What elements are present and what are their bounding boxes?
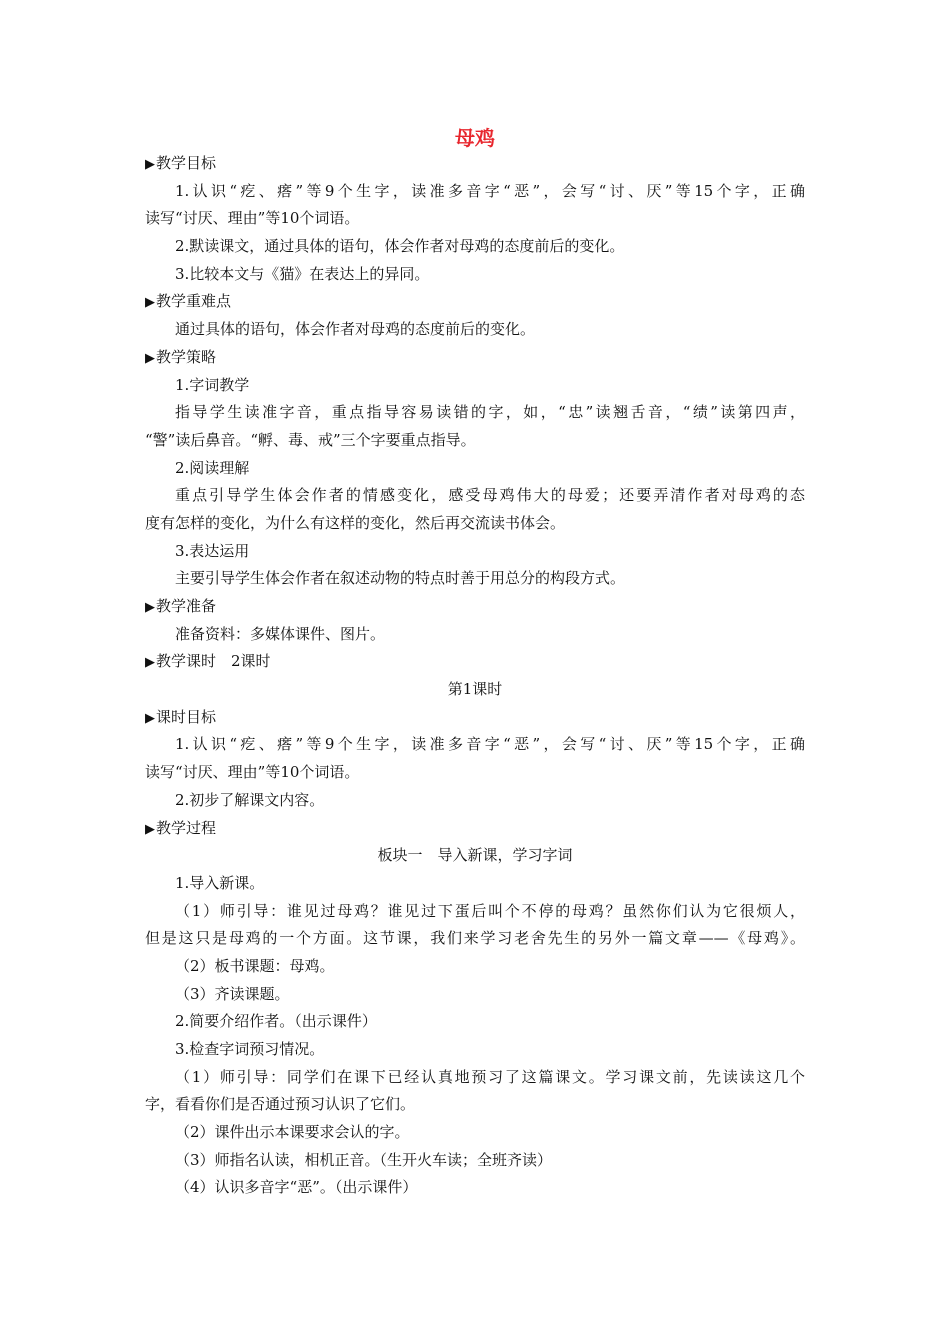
triangle-bullet-icon: ▶ [145,157,155,172]
centered-subheading: 第1课时 [447,680,503,699]
paragraph-line: 重点引导学生体会作者的情感变化，感受母鸡伟大的母爱；还要弄清作者对母鸡的态 [175,486,805,505]
paragraph-line: （1）师引导：谁见过母鸡？谁见过下蛋后叫个不停的母鸡？虽然你们认为它很烦人， [175,901,805,920]
paragraph-line: “警”读后鼻音。“孵、毒、戒”三个字要重点指导。 [145,430,476,449]
paragraph-line: （2）板书课题：母鸡。 [175,956,335,975]
section-heading [145,288,805,316]
section-heading [145,704,805,732]
paragraph-line: （2）课件出示本课要求会认的字。 [175,1123,410,1142]
paragraph-line: （3）师指名认读，相机正音。（生开火车读；全班齐读） [175,1150,553,1169]
paragraph-line: 3.比较本文与《猫》在表达上的异同。 [175,264,430,283]
paragraph-line: （4）认识多音字“恶”。（出示课件） [175,1178,418,1197]
paragraph-line: 2.简要介绍作者。（出示课件） [175,1012,377,1031]
paragraph-line: 1.字词教学 [175,375,250,394]
document-body [145,150,805,1202]
paragraph-line: 度有怎样的变化，为什么有这样的变化，然后再交流读书体会。 [145,513,566,532]
paragraph-line: 2.初步了解课文内容。 [175,790,325,809]
section-heading [145,648,805,676]
paragraph-line: 1.认识“疙、瘩”等9个生字，读准多音字“恶”，会写“讨、厌”等15个字，正确 [175,181,805,200]
section-heading-text: 教学过程 [156,818,217,837]
centered-subheading: 板块一 导入新课，学习字词 [377,846,573,865]
paragraph-line: 读写“讨厌、理由”等10个词语。 [145,763,360,782]
section-heading-text: 教学目标 [156,154,217,172]
paragraph-line: 2.阅读理解 [175,458,250,477]
paragraph-line: 3.表达运用 [175,541,250,560]
paragraph-line: （1）师引导：同学们在课下已经认真地预习了这篇课文。学习课文前，先读读这几个 [175,1067,805,1086]
triangle-bullet-icon: ▶ [145,295,155,311]
paragraph-line: 指导学生读准字音，重点指导容易读错的字，如，“忠”读翘舌音，“绩”读第四声， [175,403,805,422]
triangle-bullet-icon: ▶ [145,710,155,726]
paragraph-line: 字，看看你们是否通过预习认识了它们。 [145,1095,416,1114]
paragraph-line: 通过具体的语句，体会作者对母鸡的态度前后的变化。 [175,320,536,339]
section-heading [145,815,805,843]
paragraph-line: 2.默读课文，通过具体的语句，体会作者对母鸡的态度前后的变化。 [175,237,625,256]
triangle-bullet-icon: ▶ [145,600,155,615]
document-title: 母鸡 [455,126,495,150]
section-heading [145,150,805,178]
section-heading-text: 教学重难点 [156,292,232,311]
paragraph-line: 1.认识“疙、瘩”等9个生字，读准多音字“恶”，会写“讨、厌”等15个字，正确 [175,735,805,754]
section-heading-text: 教学准备 [156,597,217,615]
section-heading-text: 课时目标 [156,707,217,726]
section-heading-text: 教学课时 2课时 [156,652,271,671]
paragraph-line: 准备资料：多媒体课件、图片。 [175,624,386,643]
paragraph-line: 主要引导学生体会作者在叙述动物的特点时善于用总分的构段方式。 [175,569,626,588]
paragraph-line: 读写“讨厌、理由”等10个词语。 [145,209,360,228]
triangle-bullet-icon: ▶ [145,655,155,671]
paragraph-line: 但是这只是母鸡的一个方面。这节课，我们来学习老舍先生的另外一篇文章——《母鸡》。 [145,929,805,948]
triangle-bullet-icon: ▶ [145,350,155,366]
paragraph-line: 1.导入新课。 [175,873,265,892]
paragraph-line: 3.检查字词预习情况。 [175,1040,325,1058]
paragraph-line: （3）齐读课题。 [175,984,290,1003]
section-heading-text: 教学策略 [156,347,217,366]
triangle-bullet-icon: ▶ [145,821,155,837]
section-heading [145,593,805,621]
section-heading [145,344,805,372]
